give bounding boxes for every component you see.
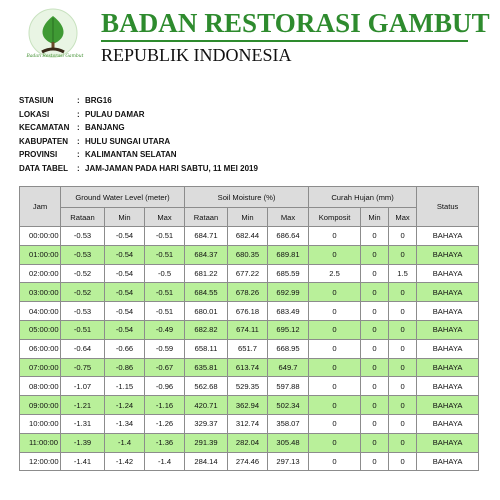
- cell-status: BAHAYA: [417, 414, 479, 433]
- cell-ch-komposit: 0: [309, 377, 361, 396]
- cell-gwl-min: -0.54: [105, 302, 145, 321]
- cell-ch-max: 0: [389, 414, 417, 433]
- cell-gwl-rataan: -0.52: [61, 283, 105, 302]
- cell-sm-min: 282.04: [228, 433, 268, 452]
- table-row: [20, 320, 479, 339]
- cell-gwl-max: -1.4: [145, 452, 185, 471]
- title-divider: [101, 40, 468, 42]
- info-row-provinsi: [19, 148, 258, 162]
- report-header: [0, 0, 500, 80]
- cell-status: BAHAYA: [417, 283, 479, 302]
- cell-gwl-min: -1.34: [105, 414, 145, 433]
- cell-status: BAHAYA: [417, 245, 479, 264]
- cell-jam: 02:00:00: [20, 264, 61, 283]
- header-sm-min: Min: [228, 208, 268, 227]
- cell-status: BAHAYA: [417, 433, 479, 452]
- cell-sm-max: 649.7: [268, 358, 309, 377]
- cell-status: BAHAYA: [417, 396, 479, 415]
- cell-sm-min: 674.11: [228, 320, 268, 339]
- table-row: [20, 414, 479, 433]
- cell-gwl-min: -0.54: [105, 283, 145, 302]
- cell-ch-max: 0: [389, 396, 417, 415]
- cell-jam: 03:00:00: [20, 283, 61, 302]
- cell-ch-min: 0: [361, 358, 389, 377]
- cell-gwl-min: -0.86: [105, 358, 145, 377]
- header-jam: Jam: [20, 187, 61, 227]
- cell-ch-komposit: 0: [309, 414, 361, 433]
- cell-ch-max: 0: [389, 302, 417, 321]
- cell-jam: 07:00:00: [20, 358, 61, 377]
- cell-jam: 09:00:00: [20, 396, 61, 415]
- cell-ch-max: 0: [389, 283, 417, 302]
- cell-gwl-min: -0.54: [105, 245, 145, 264]
- header-soil-moisture: Soil Moisture (%): [185, 187, 309, 208]
- cell-ch-min: 0: [361, 264, 389, 283]
- table-row: [20, 264, 479, 283]
- info-label: PROVINSI: [19, 150, 58, 160]
- table-row: [20, 452, 479, 471]
- cell-sm-min: 677.22: [228, 264, 268, 283]
- table-row: [20, 283, 479, 302]
- cell-gwl-rataan: -0.53: [61, 302, 105, 321]
- cell-ch-min: 0: [361, 433, 389, 452]
- cell-status: BAHAYA: [417, 264, 479, 283]
- cell-gwl-max: -0.67: [145, 358, 185, 377]
- organization-name: BADAN RESTORASI GAMBUT: [101, 8, 490, 38]
- cell-ch-min: 0: [361, 452, 389, 471]
- cell-sm-rataan: 684.71: [185, 227, 228, 246]
- info-row-lokasi: [19, 108, 258, 122]
- table-row: [20, 245, 479, 264]
- cell-ch-min: 0: [361, 377, 389, 396]
- cell-jam: 05:00:00: [20, 320, 61, 339]
- info-separator: :: [77, 136, 80, 146]
- cell-sm-rataan: 635.81: [185, 358, 228, 377]
- cell-ch-min: 0: [361, 320, 389, 339]
- cell-jam: 00:00:00: [20, 227, 61, 246]
- cell-gwl-max: -0.51: [145, 245, 185, 264]
- hourly-data-table: [19, 186, 479, 471]
- info-separator: :: [77, 109, 80, 119]
- cell-gwl-max: -0.51: [145, 227, 185, 246]
- table-row: [20, 433, 479, 452]
- cell-gwl-max: -1.36: [145, 433, 185, 452]
- cell-gwl-rataan: -0.52: [61, 264, 105, 283]
- cell-ch-komposit: 0: [309, 358, 361, 377]
- cell-sm-max: 358.07: [268, 414, 309, 433]
- info-row-stasiun: [19, 94, 258, 108]
- cell-ch-min: 0: [361, 245, 389, 264]
- info-separator: :: [77, 163, 80, 173]
- cell-gwl-max: -0.49: [145, 320, 185, 339]
- header-gwl-rataan: Rataan: [61, 208, 105, 227]
- header-gwl-max: Max: [145, 208, 185, 227]
- cell-jam: 01:00:00: [20, 245, 61, 264]
- cell-sm-max: 305.48: [268, 433, 309, 452]
- cell-sm-rataan: 684.37: [185, 245, 228, 264]
- info-separator: :: [77, 96, 80, 105]
- cell-sm-max: 695.12: [268, 320, 309, 339]
- cell-ch-komposit: 0: [309, 396, 361, 415]
- header-ch-komposit: Komposit: [309, 208, 361, 227]
- cell-gwl-rataan: -1.07: [61, 377, 105, 396]
- header-status: Status: [417, 187, 479, 227]
- cell-jam: 12:00:00: [20, 452, 61, 471]
- cell-sm-rataan: 658.11: [185, 339, 228, 358]
- cell-gwl-min: -1.42: [105, 452, 145, 471]
- organization-subtitle: REPUBLIK INDONESIA: [101, 45, 292, 65]
- cell-ch-komposit: 0: [309, 227, 361, 246]
- cell-jam: 06:00:00: [20, 339, 61, 358]
- cell-jam: 04:00:00: [20, 302, 61, 321]
- cell-gwl-rataan: -1.31: [61, 414, 105, 433]
- header-ground-water-level: Ground Water Level (meter): [61, 187, 185, 208]
- cell-gwl-rataan: -0.64: [61, 339, 105, 358]
- info-row-kecamatan: [19, 121, 258, 135]
- cell-ch-max: 0: [389, 358, 417, 377]
- logo-caption: Badan Restorasi Gambut: [26, 54, 84, 59]
- cell-sm-min: 676.18: [228, 302, 268, 321]
- header-gwl-min: Min: [105, 208, 145, 227]
- cell-sm-rataan: 284.14: [185, 452, 228, 471]
- cell-gwl-rataan: -0.75: [61, 358, 105, 377]
- cell-gwl-max: -0.5: [145, 264, 185, 283]
- cell-sm-rataan: 682.82: [185, 320, 228, 339]
- table-row: [20, 396, 479, 415]
- tree-logo-icon: [28, 8, 78, 58]
- cell-gwl-max: -0.96: [145, 377, 185, 396]
- cell-gwl-rataan: -0.51: [61, 320, 105, 339]
- info-separator: :: [77, 150, 80, 160]
- info-value: PULAU DAMAR: [85, 109, 145, 119]
- cell-sm-max: 683.49: [268, 302, 309, 321]
- cell-sm-min: 682.44: [228, 227, 268, 246]
- cell-status: BAHAYA: [417, 358, 479, 377]
- cell-sm-max: 668.95: [268, 339, 309, 358]
- cell-sm-min: 651.7: [228, 339, 268, 358]
- cell-gwl-min: -1.24: [105, 396, 145, 415]
- cell-ch-komposit: 0: [309, 320, 361, 339]
- cell-sm-max: 692.99: [268, 283, 309, 302]
- cell-ch-min: 0: [361, 396, 389, 415]
- cell-ch-komposit: 0: [309, 245, 361, 264]
- cell-jam: 10:00:00: [20, 414, 61, 433]
- cell-gwl-rataan: -1.41: [61, 452, 105, 471]
- cell-sm-max: 597.88: [268, 377, 309, 396]
- cell-ch-komposit: 2.5: [309, 264, 361, 283]
- cell-sm-rataan: 420.71: [185, 396, 228, 415]
- cell-gwl-rataan: -0.53: [61, 227, 105, 246]
- header-ch-min: Min: [361, 208, 389, 227]
- cell-ch-min: 0: [361, 339, 389, 358]
- cell-gwl-max: -0.59: [145, 339, 185, 358]
- cell-ch-komposit: 0: [309, 339, 361, 358]
- info-value: BANJANG: [85, 123, 125, 133]
- cell-sm-rataan: 562.68: [185, 377, 228, 396]
- cell-gwl-max: -0.51: [145, 302, 185, 321]
- cell-gwl-min: -0.66: [105, 339, 145, 358]
- cell-ch-max: 0: [389, 227, 417, 246]
- cell-sm-min: 680.35: [228, 245, 268, 264]
- info-label: KECAMATAN: [19, 123, 70, 133]
- cell-ch-komposit: 0: [309, 302, 361, 321]
- info-label: KABUPATEN: [19, 136, 69, 146]
- cell-gwl-min: -0.54: [105, 264, 145, 283]
- cell-gwl-min: -1.15: [105, 377, 145, 396]
- cell-gwl-rataan: -1.21: [61, 396, 105, 415]
- info-row-data-tabel: [19, 162, 258, 176]
- cell-sm-max: 685.59: [268, 264, 309, 283]
- cell-gwl-min: -0.54: [105, 320, 145, 339]
- info-value: BRG16: [85, 96, 112, 105]
- cell-ch-komposit: 0: [309, 452, 361, 471]
- cell-sm-max: 297.13: [268, 452, 309, 471]
- cell-sm-max: 502.34: [268, 396, 309, 415]
- info-label: DATA TABEL: [19, 163, 69, 173]
- cell-sm-min: 678.26: [228, 283, 268, 302]
- table-row: [20, 302, 479, 321]
- info-separator: :: [77, 123, 80, 133]
- table-row: [20, 339, 479, 358]
- header-curah-hujan: Curah Hujan (mm): [309, 187, 417, 208]
- cell-gwl-max: -1.26: [145, 414, 185, 433]
- cell-ch-min: 0: [361, 302, 389, 321]
- cell-ch-komposit: 0: [309, 283, 361, 302]
- cell-status: BAHAYA: [417, 320, 479, 339]
- cell-ch-max: 0: [389, 320, 417, 339]
- cell-ch-max: 0: [389, 339, 417, 358]
- table-row: [20, 227, 479, 246]
- cell-status: BAHAYA: [417, 339, 479, 358]
- cell-sm-rataan: 680.01: [185, 302, 228, 321]
- info-label: LOKASI: [19, 109, 50, 119]
- header-ch-max: Max: [389, 208, 417, 227]
- station-info: [19, 94, 258, 176]
- table-row: [20, 377, 479, 396]
- cell-sm-min: 274.46: [228, 452, 268, 471]
- cell-sm-rataan: 329.37: [185, 414, 228, 433]
- cell-ch-komposit: 0: [309, 433, 361, 452]
- cell-sm-min: 529.35: [228, 377, 268, 396]
- cell-ch-max: 0: [389, 433, 417, 452]
- cell-gwl-min: -0.54: [105, 227, 145, 246]
- cell-jam: 11:00:00: [20, 433, 61, 452]
- cell-gwl-max: -1.16: [145, 396, 185, 415]
- cell-gwl-rataan: -1.39: [61, 433, 105, 452]
- header-sm-rataan: Rataan: [185, 208, 228, 227]
- info-label: STASIUN: [19, 96, 54, 105]
- cell-status: BAHAYA: [417, 452, 479, 471]
- cell-sm-max: 686.64: [268, 227, 309, 246]
- cell-ch-min: 0: [361, 283, 389, 302]
- cell-sm-min: 613.74: [228, 358, 268, 377]
- info-value: HULU SUNGAI UTARA: [85, 136, 171, 146]
- cell-sm-rataan: 684.55: [185, 283, 228, 302]
- table-row: [20, 358, 479, 377]
- cell-sm-min: 362.94: [228, 396, 268, 415]
- cell-jam: 08:00:00: [20, 377, 61, 396]
- cell-ch-min: 0: [361, 414, 389, 433]
- cell-ch-max: 0: [389, 452, 417, 471]
- cell-sm-rataan: 291.39: [185, 433, 228, 452]
- cell-sm-rataan: 681.22: [185, 264, 228, 283]
- info-row-kabupaten: [19, 135, 258, 149]
- cell-gwl-max: -0.51: [145, 283, 185, 302]
- info-value: KALIMANTAN SELATAN: [85, 150, 177, 160]
- header-sm-max: Max: [268, 208, 309, 227]
- cell-gwl-min: -1.4: [105, 433, 145, 452]
- cell-ch-max: 0: [389, 377, 417, 396]
- cell-ch-max: 0: [389, 245, 417, 264]
- cell-status: BAHAYA: [417, 227, 479, 246]
- cell-status: BAHAYA: [417, 302, 479, 321]
- info-value: JAM-JAMAN PADA HARI SABTU, 11 MEI 2019: [85, 163, 258, 173]
- cell-status: BAHAYA: [417, 377, 479, 396]
- cell-sm-max: 689.81: [268, 245, 309, 264]
- cell-gwl-rataan: -0.53: [61, 245, 105, 264]
- cell-sm-min: 312.74: [228, 414, 268, 433]
- cell-ch-max: 1.5: [389, 264, 417, 283]
- cell-ch-min: 0: [361, 227, 389, 246]
